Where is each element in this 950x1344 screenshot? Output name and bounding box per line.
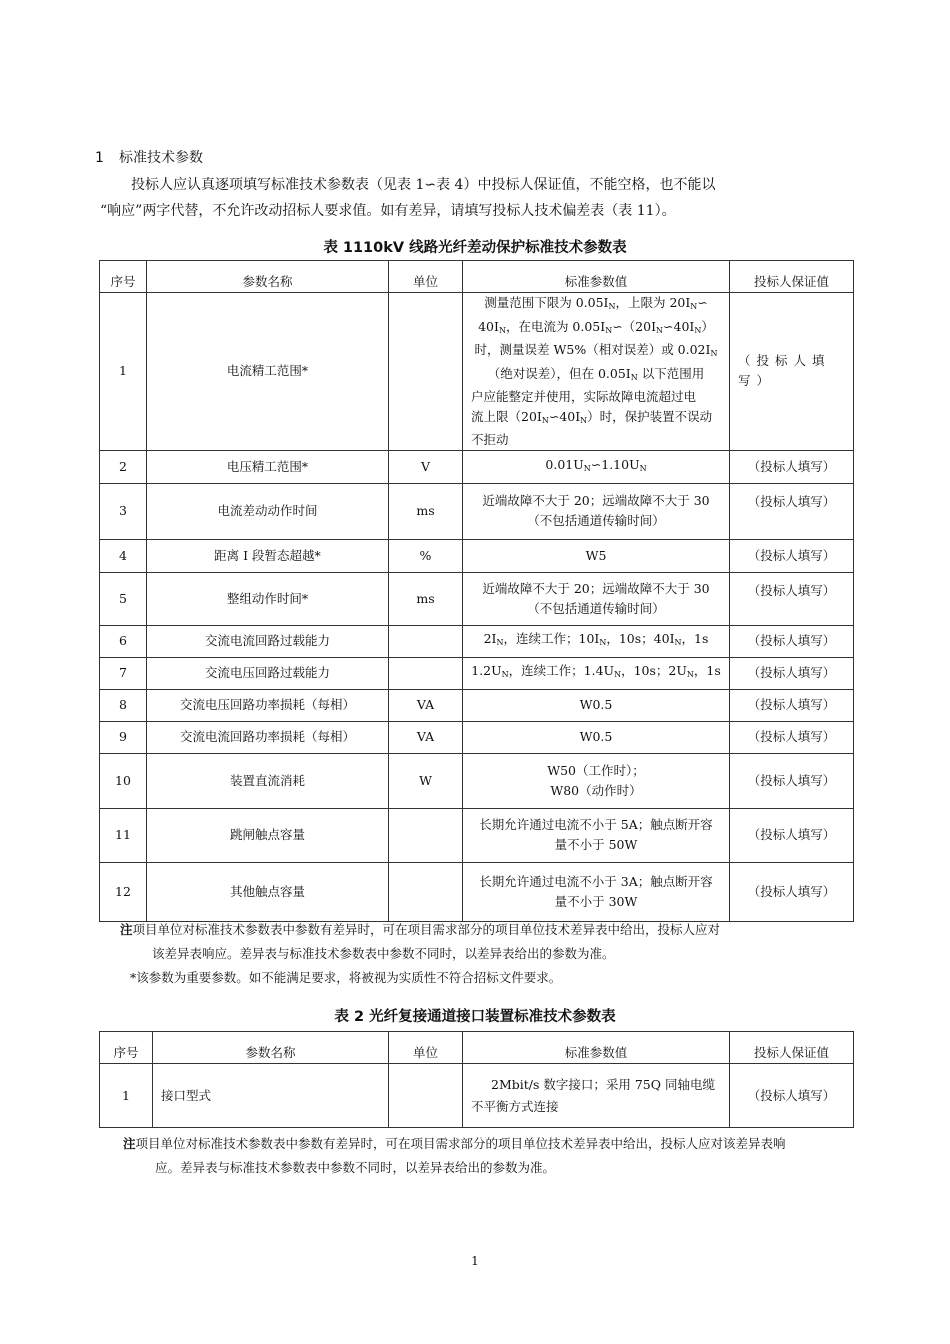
row-no: 6 [100, 625, 147, 657]
table-row [100, 689, 854, 721]
row-unit [389, 625, 463, 657]
header-no: 序号 [100, 261, 147, 293]
table-row [100, 862, 854, 921]
row1-value-line-3: 时，测量误差 W5%（相对误差）或 $0.02I_N$ [474, 342, 718, 358]
row-unit [389, 657, 463, 689]
note-line-3: *该参数为重要参数。如不能满足要求，将被视为实质性不符合招标文件要求。 [130, 970, 562, 985]
row-name: 交流电压回路过载能力 [147, 657, 389, 689]
table2-caption: 表 2 光纤复接通道接口装置标准技术参数表 [334, 1009, 616, 1025]
table-row [100, 293, 854, 451]
table-row [100, 483, 854, 539]
row-guarantee: （投标人填写） [730, 721, 854, 753]
header-value: 标准参数值 [463, 261, 730, 293]
row-no: 3 [100, 483, 147, 539]
section-title: 标准技术参数 [119, 150, 203, 166]
table-row [100, 625, 854, 657]
row-unit: VA [389, 721, 463, 753]
table2-header-row [100, 1032, 854, 1064]
row-no: 1 [100, 293, 147, 451]
row-no: 9 [100, 721, 147, 753]
row-guarantee: （投标人填写） [730, 1064, 854, 1128]
row-unit: W [389, 753, 463, 808]
row-guarantee: （投标人填写） [730, 753, 854, 808]
row-no: 4 [100, 539, 147, 572]
section-heading [95, 147, 203, 167]
row-unit [389, 862, 463, 921]
note-label: 注 [123, 1136, 136, 1151]
row-guarantee: （投标人填写） [730, 539, 854, 572]
row-unit [389, 808, 463, 862]
table-row [100, 450, 854, 483]
row-value: 长期允许通过电流不小于 3A；触点断开容 量不小于 30W [463, 862, 730, 921]
row-value: 近端故障不大于 20；远端故障不大于 30 （不包括通道传输时间） [463, 572, 730, 625]
row-unit: V [389, 450, 463, 483]
table2-notes [123, 1132, 863, 1180]
row-name: 交流电流回路过载能力 [147, 625, 389, 657]
header-name: 参数名称 [147, 261, 389, 293]
row-guarantee: （投标人填写） [730, 572, 854, 625]
row-value: $1.2U_N$，连续工作；$1.4U_N$，10s；$2U_N$，1s [463, 657, 730, 689]
row-value: 长期允许通过电流不小于 5A；触点断开容 量不小于 50W [463, 808, 730, 862]
table-row [100, 572, 854, 625]
header-no: 序号 [100, 1032, 153, 1064]
row-value: $0.01U_N∽1.10U_N$ [463, 450, 730, 483]
row-unit [389, 1064, 463, 1128]
table-row [100, 657, 854, 689]
page-number: 1 [471, 1254, 479, 1268]
row-guarantee: （投标人填写） [730, 808, 854, 862]
row-name: 装置直流消耗 [147, 753, 389, 808]
note-line-2: 该差异表响应。差异表与标准技术参数表中参数不同时，以差异表给出的参数为准。 [152, 946, 615, 961]
row-no: 10 [100, 753, 147, 808]
intro-line-2: “响应”两字代替，不允许改动招标人要求值。如有差异，请填写投标人技术偏差表（表 11）。 [100, 203, 676, 219]
row1-value-line-6: 流上限$(20I_N∽40I_N)$时，保护装置不误动 [471, 408, 713, 425]
table1-header-row [100, 261, 854, 293]
row-no: 5 [100, 572, 147, 625]
row-name: 跳闸触点容量 [147, 808, 389, 862]
row-value: 近端故障不大于 20；远端故障不大于 30 （不包括通道传输时间） [463, 483, 730, 539]
row-name: 整组动作时间* [147, 572, 389, 625]
row-value: $2I_N$，连续工作；$10I_N$，10s；$40I_N$，1s [463, 625, 730, 657]
row-name: 电压精工范围* [147, 450, 389, 483]
row-value: 2Mbit/s 数字接口；采用 75Q 同轴电缆 不平衡方式连接 [463, 1064, 730, 1128]
header-guarantee: 投标人保证值 [730, 1032, 854, 1064]
row-guarantee: （投标人填写） [730, 483, 854, 539]
table-row [100, 808, 854, 862]
row-name: 交流电压回路功率损耗（每相） [147, 689, 389, 721]
table1 [99, 260, 854, 922]
row-no: 2 [100, 450, 147, 483]
row1-value-line-1: 测量范围下限为 $0.05I_N$，上限为 $20I_N∽$ [484, 295, 708, 311]
row-unit: % [389, 539, 463, 572]
table-row [100, 1064, 854, 1128]
row-unit [389, 293, 463, 451]
row-guarantee: （投标人填写） [730, 625, 854, 657]
intro-line-1: 投标人应认真逐项填写标准技术参数表（见表 1∽表 4）中投标人保证值，不能空格，也不能以 [131, 177, 716, 193]
row1-value-line-7: 不拒动 [471, 432, 509, 447]
row-value: W5 [463, 539, 730, 572]
row-name: 接口型式 [153, 1064, 389, 1128]
table1-caption: 表 1110kV 线路光纤差动保护标准技术参数表 [323, 240, 627, 256]
note-line-1: 项目单位对标准技术参数表中参数有差异时，可在项目需求部分的项目单位技术差异表中给出，投标人应对该差异表响 [135, 1136, 786, 1151]
row-no: 8 [100, 689, 147, 721]
table-row [100, 721, 854, 753]
intro-paragraph [100, 172, 848, 224]
table1-notes [120, 918, 840, 990]
header-guarantee: 投标人保证值 [730, 261, 854, 293]
section-number: 1 [95, 150, 104, 166]
row-value: W0.5 [463, 721, 730, 753]
row-no: 11 [100, 808, 147, 862]
row1-value-line-2: $40I_N$，在电流为 $0.05I_N∽(20I_N∽40I_N)$ [478, 318, 714, 335]
row-no: 1 [100, 1064, 153, 1128]
row-name: 其他触点容量 [147, 862, 389, 921]
note-line-1: 项目单位对标准技术参数表中参数有差异时，可在项目需求部分的项目单位技术差异表中给出，投标人应对 [132, 922, 721, 937]
row-guarantee: （投标人填写） [730, 657, 854, 689]
note-label: 注 [120, 922, 133, 937]
row-guarantee: （投标人填写） [730, 689, 854, 721]
row-no: 7 [100, 657, 147, 689]
row-no: 12 [100, 862, 147, 921]
row-name: 电流差动动作时间 [147, 483, 389, 539]
row1-value-line-4: （绝对误差），但在 $0.05I_N$ 以下范围用 [487, 365, 705, 382]
row-guarantee: （投标人填写） [730, 293, 854, 451]
row1-value-line-5: 户应能整定并使用，实际故障电流超过电 [471, 389, 697, 404]
row-name: 距离 I 段暂态超越* [147, 539, 389, 572]
header-name: 参数名称 [153, 1032, 389, 1064]
header-value: 标准参数值 [463, 1032, 730, 1064]
table2 [99, 1031, 854, 1128]
row-unit: ms [389, 572, 463, 625]
table-row [100, 539, 854, 572]
table-row [100, 753, 854, 808]
row-value: W50（工作时）； W80（动作时） [463, 753, 730, 808]
header-unit: 单位 [389, 1032, 463, 1064]
header-unit: 单位 [389, 261, 463, 293]
row-value: W0.5 [463, 689, 730, 721]
row-name: 电流精工范围* [147, 293, 389, 451]
note-line-2: 应。差异表与标准技术参数表中参数不同时，以差异表给出的参数为准。 [155, 1160, 556, 1175]
row-name: 交流电流回路功率损耗（每相） [147, 721, 389, 753]
row-guarantee: （投标人填写） [730, 450, 854, 483]
row-value [463, 293, 730, 451]
row-unit: ms [389, 483, 463, 539]
row-guarantee: （投标人填写） [730, 862, 854, 921]
row-unit: VA [389, 689, 463, 721]
